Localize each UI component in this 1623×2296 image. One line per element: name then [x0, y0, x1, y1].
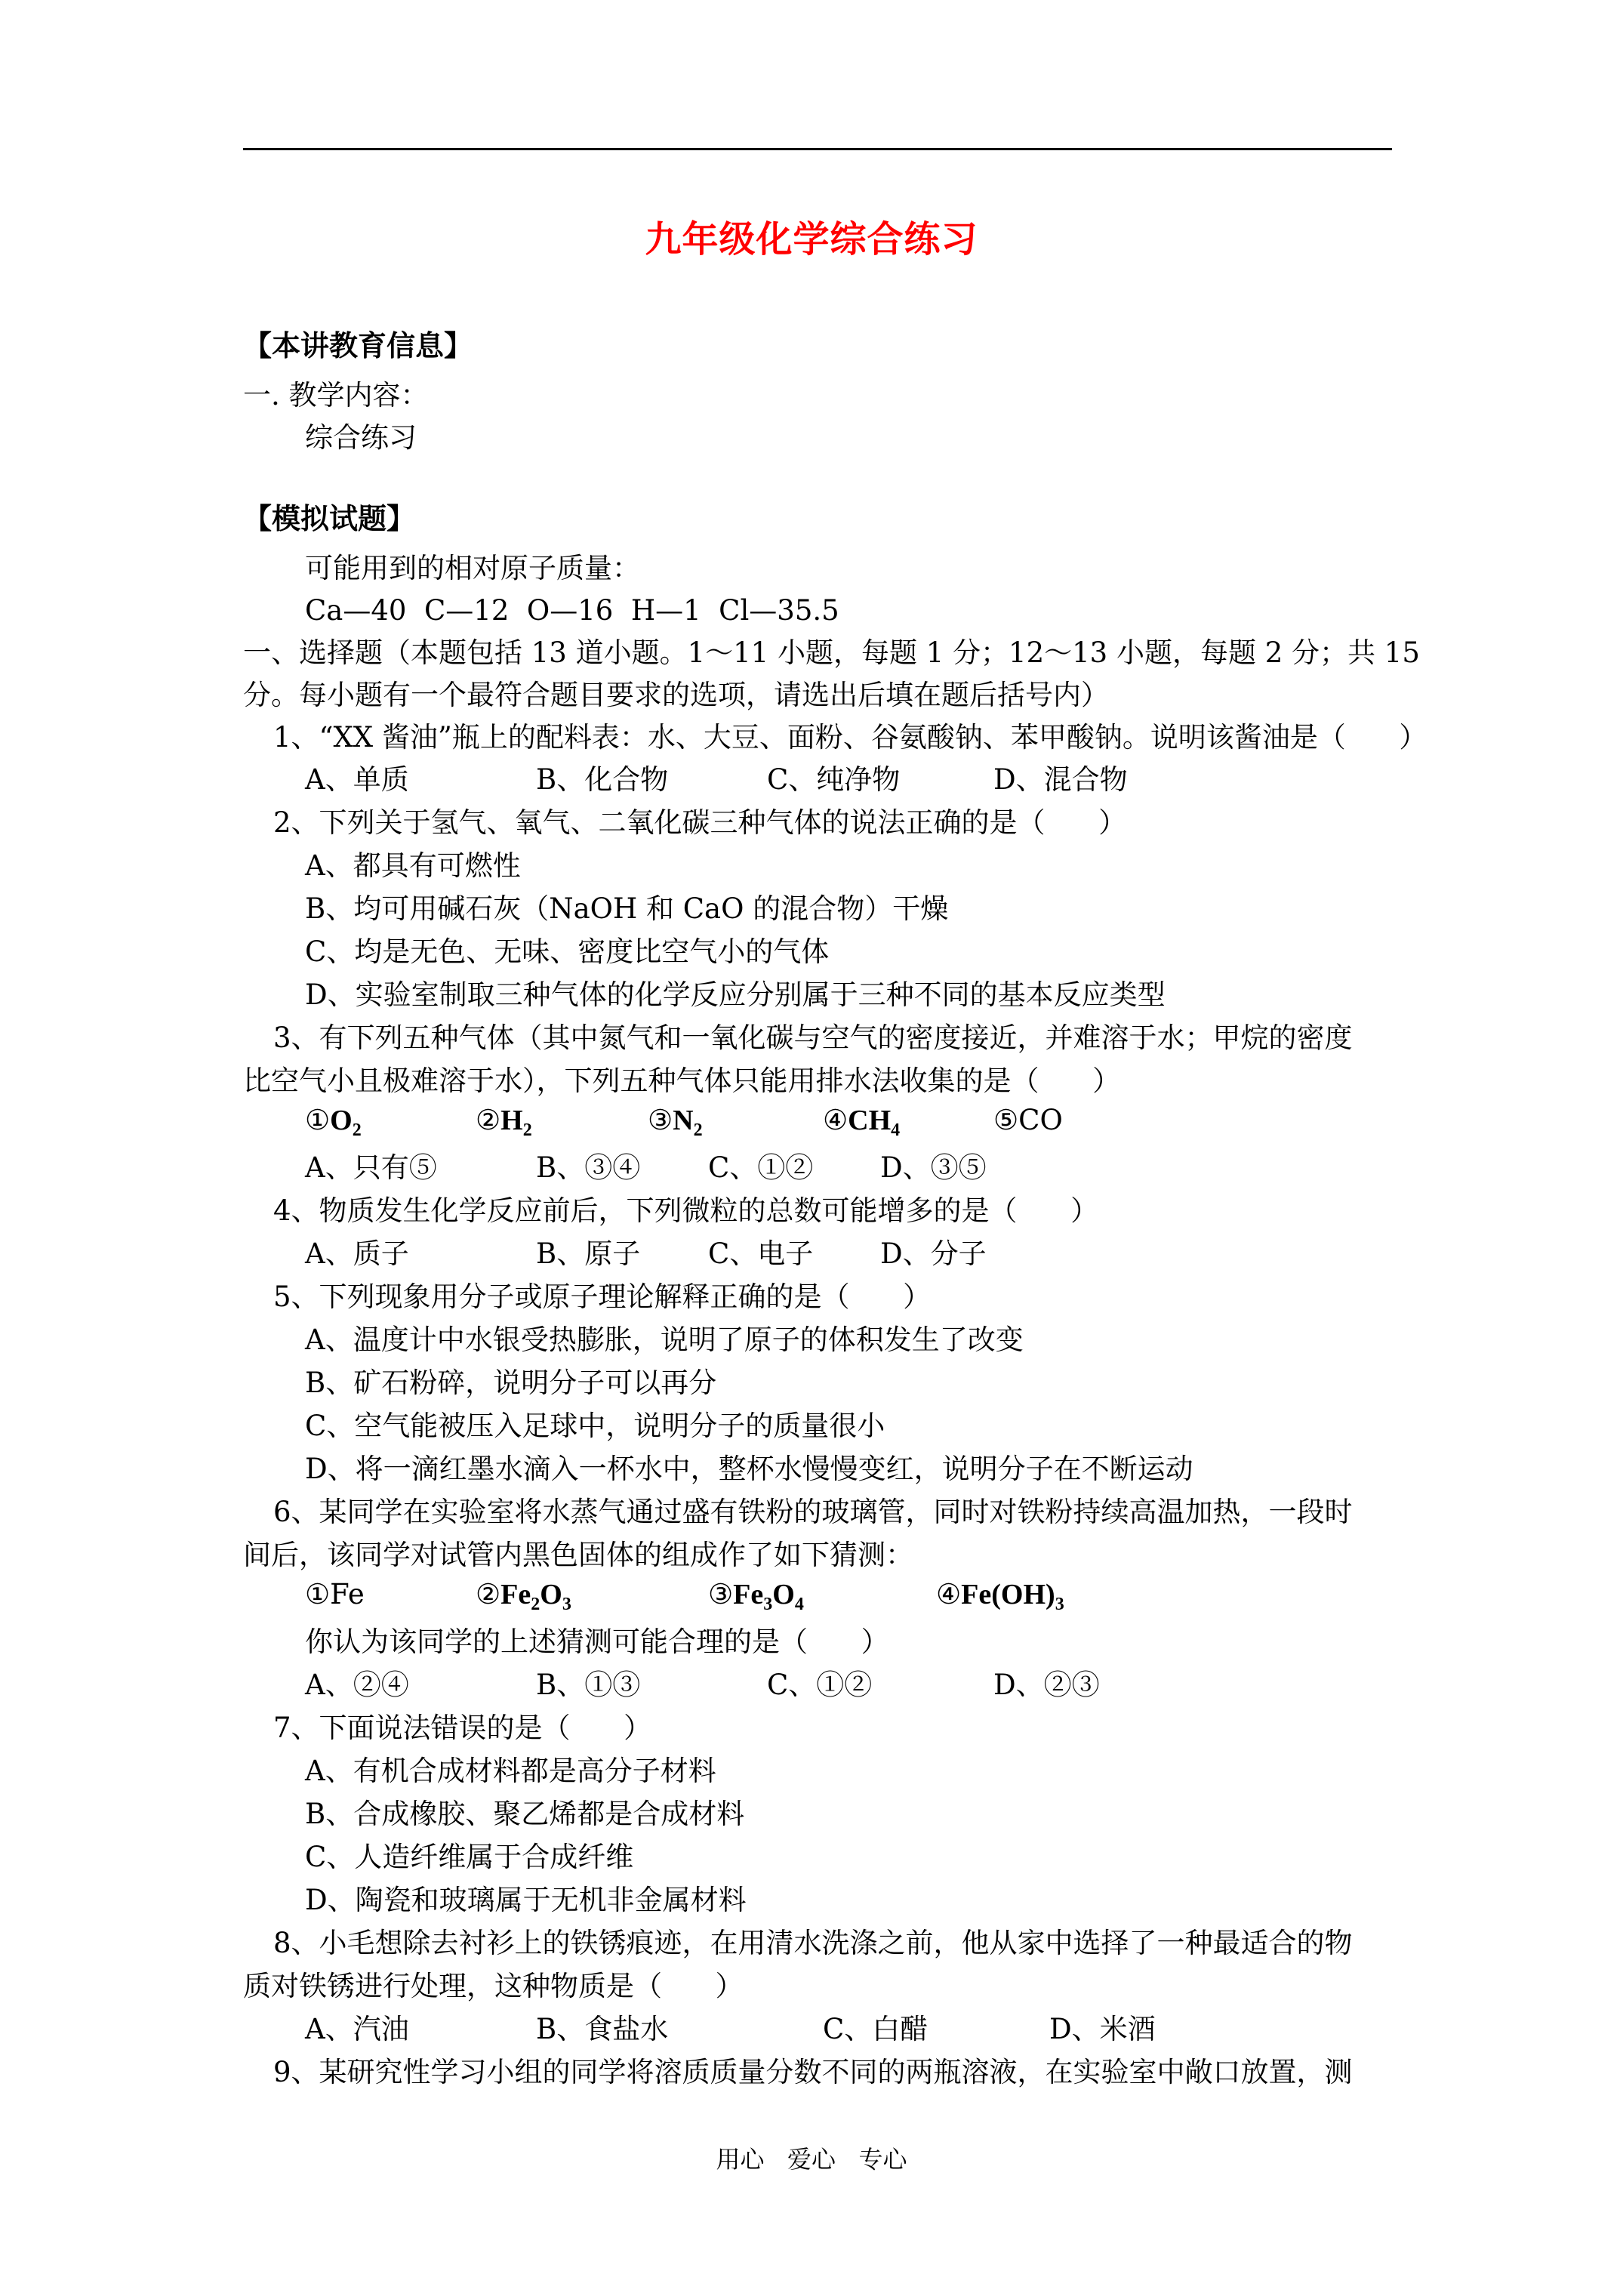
- q7-option-c: C、人造纤维属于合成纤维: [305, 1841, 634, 1873]
- q6-option-b: B、①③: [536, 1669, 641, 1701]
- q1-stem: 1、“XX 酱油”瓶上的配料表：水、大豆、面粉、谷氨酸钠、苯甲酸钠。说明该酱油是（ ）: [273, 721, 1427, 754]
- q9-stem-line1: 9、某研究性学习小组的同学将溶质质量分数不同的两瓶溶液，在实验室中敞口放置，测: [273, 2056, 1353, 2088]
- q7-option-b: B、合成橡胶、聚乙烯都是合成材料: [305, 1798, 745, 1830]
- q1-option-b: B、化合物: [536, 763, 669, 796]
- q7-option-a: A、有机合成材料都是高分子材料: [305, 1755, 716, 1787]
- q8-option-a: A、汽油: [305, 2013, 409, 2045]
- q6-option-a: A、②④: [305, 1669, 409, 1701]
- q8-option-b: B、食盐水: [536, 2013, 669, 2045]
- q1-option-c: C、纯净物: [767, 763, 901, 796]
- teaching-content-label: 一. 教学内容：: [243, 379, 429, 411]
- q4-option-b: B、原子: [536, 1237, 641, 1270]
- q3-option-a: A、只有⑤: [305, 1151, 437, 1184]
- q5-option-b: B、矿石粉碎，说明分子可以再分: [305, 1367, 717, 1399]
- atomic-mass-values: Ca—40 C—12 O—16 H—1 Cl—35.5: [305, 594, 839, 627]
- q2-option-a: A、都具有可燃性: [305, 849, 521, 882]
- q3-stem-line1: 3、有下列五种气体（其中氮气和一氧化碳与空气的密度接近，并难溶于水；甲烷的密度: [273, 1022, 1353, 1054]
- q1-option-d: D、混合物: [993, 763, 1128, 796]
- q5-option-d: D、将一滴红墨水滴入一杯水中，整杯水慢慢变红，说明分子在不断运动: [305, 1453, 1193, 1485]
- q3-gas-h2: $②H_2$: [476, 1104, 532, 1140]
- q7-stem: 7、下面说法错误的是（ ）: [273, 1712, 652, 1744]
- q6-guess-fe3o4: $③Fe_3O_4$: [708, 1578, 804, 1614]
- q5-option-c: C、空气能被压入足球中，说明分子的质量很小: [305, 1410, 885, 1442]
- q3-option-d: D、③⑤: [880, 1151, 987, 1184]
- info-heading: 【本讲教育信息】: [243, 328, 473, 362]
- q6-stem-line1: 6、某同学在实验室将水蒸气通过盛有铁粉的玻璃管，同时对铁粉持续高温加热，一段时: [273, 1496, 1353, 1528]
- q3-gas-o2: $①O_2$: [305, 1104, 362, 1140]
- q6-option-c: C、①②: [767, 1669, 873, 1701]
- q3-option-c: C、①②: [708, 1151, 814, 1184]
- q1-option-a: A、单质: [305, 763, 409, 796]
- page-footer: 用心 爱心 专心: [716, 2145, 907, 2174]
- section1-instructions-line2: 分。每小题有一个最符合题目要求的选项，请选出后填在题后括号内）: [243, 679, 1109, 711]
- q5-option-a: A、温度计中水银受热膨胀，说明了原子的体积发生了改变: [305, 1324, 1024, 1356]
- q8-stem-line1: 8、小毛想除去衬衫上的铁锈痕迹，在用清水洗涤之前，他从家中选择了一种最适合的物: [273, 1927, 1353, 1959]
- atomic-mass-label: 可能用到的相对原子质量：: [305, 552, 640, 584]
- q3-gas-ch4: $④CH_4$: [823, 1104, 901, 1140]
- q2-option-d: D、实验室制取三种气体的化学反应分别属于三种不同的基本反应类型: [305, 978, 1166, 1011]
- q4-option-d: D、分子: [880, 1237, 987, 1270]
- q5-stem: 5、下列现象用分子或原子理论解释正确的是（ ）: [273, 1281, 932, 1313]
- q8-option-c: C、白醋: [823, 2013, 929, 2045]
- q6-stem-line2: 间后，该同学对试管内黑色固体的组成作了如下猜测：: [243, 1539, 913, 1571]
- q2-stem: 2、下列关于氢气、氧气、二氧化碳三种气体的说法正确的是（ ）: [273, 806, 1127, 839]
- q3-option-b: B、③④: [536, 1151, 641, 1184]
- teaching-content-value: 综合练习: [305, 421, 417, 454]
- q8-stem-line2: 质对铁锈进行处理，这种物质是（ ）: [243, 1970, 744, 2002]
- q6-guess-fe: ①Fe: [305, 1578, 365, 1610]
- q8-option-d: D、米酒: [1049, 2013, 1156, 2045]
- q3-gas-n2: $③N_2$: [648, 1104, 703, 1140]
- q6-question: 你认为该同学的上述猜测可能合理的是（ ）: [305, 1626, 889, 1658]
- q4-option-a: A、质子: [305, 1237, 409, 1270]
- section1-instructions-line1: 一、选择题（本题包括 13 道小题。1～11 小题，每题 1 分；12～13 小题，每题 2 分；共 15: [243, 636, 1420, 669]
- q4-stem: 4、物质发生化学反应前后，下列微粒的总数可能增多的是（ ）: [273, 1194, 1099, 1227]
- header-rule: [243, 148, 1392, 150]
- q6-guess-feoh3: $④Fe(OH)_3$: [936, 1578, 1064, 1614]
- q4-option-c: C、电子: [708, 1237, 814, 1270]
- q2-option-c: C、均是无色、无味、密度比空气小的气体: [305, 935, 830, 968]
- sim-heading: 【模拟试题】: [243, 501, 416, 535]
- q6-guess-fe2o3: $②Fe_2O_3$: [476, 1578, 571, 1614]
- q3-stem-line2: 比空气小且极难溶于水），下列五种气体只能用排水法收集的是（ ）: [243, 1065, 1121, 1097]
- q2-option-b: B、均可用碱石灰（NaOH 和 CaO 的混合物）干燥: [305, 892, 949, 925]
- q3-gas-co: ⑤CO: [993, 1104, 1063, 1136]
- q7-option-d: D、陶瓷和玻璃属于无机非金属材料: [305, 1884, 747, 1916]
- page-title: 九年级化学综合练习: [645, 218, 978, 260]
- q6-option-d: D、②③: [993, 1669, 1100, 1701]
